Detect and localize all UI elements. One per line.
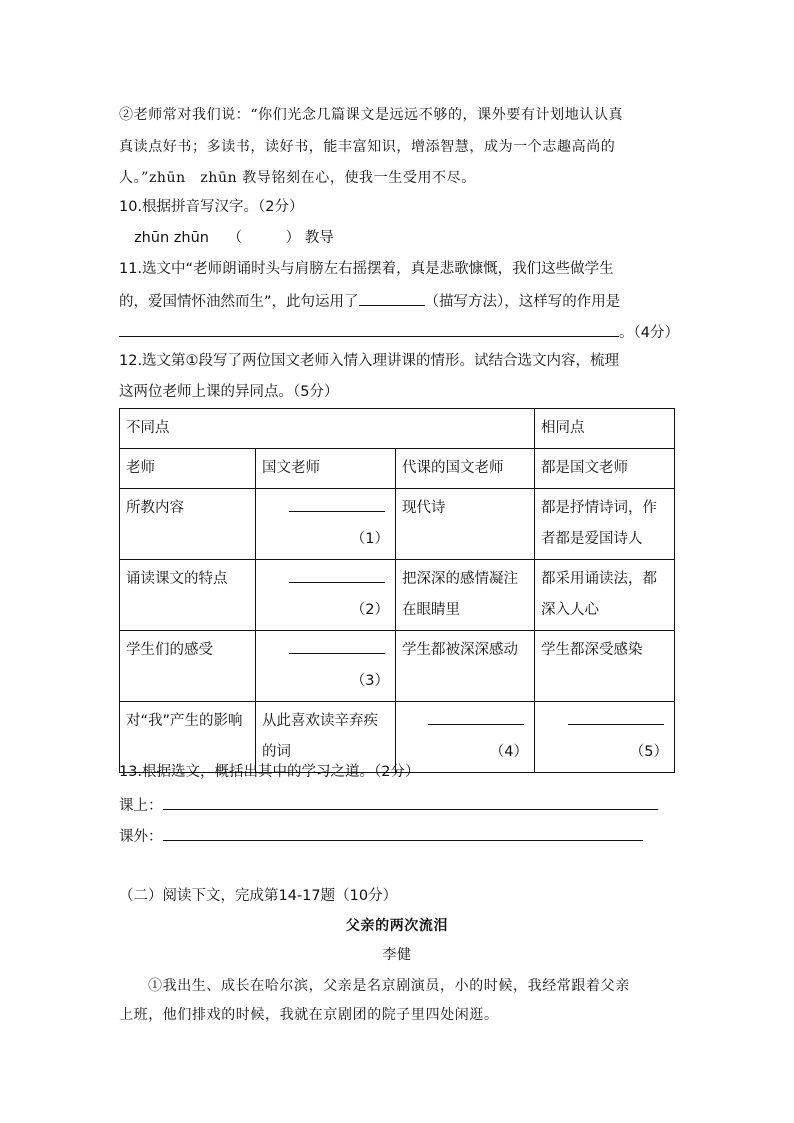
table-row	[120, 560, 675, 631]
table-cell: 老师	[120, 449, 256, 489]
table-cell: 学生都被深深感动	[396, 631, 535, 702]
article-title: 父亲的两次流泪	[345, 918, 449, 934]
question-13-in-class	[119, 794, 658, 816]
table-cell: 把深深的感情凝注在眼睛里	[396, 560, 535, 631]
question-11-line-3	[119, 321, 679, 343]
question-11-text-b: （描写方法），这样写的作用是	[424, 294, 621, 310]
table-cell: 学生们的感受	[120, 631, 256, 702]
table-cell: 对“我”产生的影响	[120, 702, 256, 773]
blank-number: （2）	[350, 602, 389, 618]
answer-blank[interactable]	[289, 497, 385, 512]
passage-line-2: 真读点好书；多读书，读好书，能丰富知识，增添智慧，成为一个志趣高尚的	[119, 139, 616, 155]
answer-blank-after-class[interactable]	[163, 825, 643, 841]
question-10-tail: 教导	[304, 230, 334, 246]
answer-blank[interactable]	[289, 639, 385, 654]
question-10-title: 10.根据拼音写汉字。（2分）	[119, 199, 304, 215]
section-2-heading: （二）阅读下文，完成第14-17题（10分）	[119, 888, 398, 904]
answer-cell-1[interactable]	[256, 489, 396, 560]
question-12-line-2: 这两位老师上课的异同点。（5分）	[119, 384, 339, 400]
answer-blank[interactable]	[289, 568, 385, 583]
answer-cell-2[interactable]	[256, 560, 396, 631]
answer-cell-3[interactable]	[256, 631, 396, 702]
article-para-1-line-1: ①我出生、成长在哈尔滨，父亲是名京剧演员，小的时候，我经常跟着父亲	[148, 978, 630, 994]
table-cell: 所教内容	[120, 489, 256, 560]
answer-cell-5[interactable]	[535, 702, 675, 773]
answer-blank[interactable]	[568, 710, 664, 725]
answer-blank-in-class[interactable]	[163, 794, 658, 810]
question-12-line-1: 12.选文第①段写了两位国文老师入情入理讲课的情形。试结合选文内容，梳理	[119, 353, 620, 369]
answer-blank-method[interactable]	[359, 290, 425, 306]
pinyin: zhūn zhūn	[134, 230, 209, 246]
table-cell: 都是国文老师	[535, 449, 675, 489]
blank-number: （5）	[629, 744, 669, 760]
passage-line-1: ②老师常对我们说：“你们光念几篇课文是远远不够的，课外要有计划地认认真	[119, 107, 624, 123]
blank-number: （3）	[350, 673, 389, 689]
table-cell: 代课的国文老师	[396, 449, 535, 489]
comparison-table	[119, 408, 675, 773]
table-cell: 国文老师	[256, 449, 396, 489]
question-11-line-2	[119, 290, 620, 312]
article-para-1-line-2: 上班，他们排戏的时候，我就在京剧团的院子里四处闲逛。	[119, 1007, 499, 1023]
answer-paren[interactable]: （ ）	[227, 230, 301, 246]
table-cell: 学生都深受感染	[535, 631, 675, 702]
table-cell: 现代诗	[396, 489, 535, 560]
table-cell: 从此喜欢读辛弃疾的词	[256, 702, 396, 773]
question-10-answer-line	[134, 228, 334, 248]
table-row	[120, 409, 675, 449]
table-cell: 都是抒情诗词，作者都是爱国诗人	[535, 489, 675, 560]
table-row	[120, 449, 675, 489]
table-row	[120, 631, 675, 702]
header-same: 相同点	[535, 409, 675, 449]
table-cell: 诵读课文的特点	[120, 560, 256, 631]
answer-blank[interactable]	[428, 710, 524, 725]
blank-number: （4）	[489, 744, 529, 760]
in-class-label: 课上：	[119, 798, 163, 814]
after-class-label: 课外：	[119, 829, 163, 845]
answer-blank-effect[interactable]	[119, 321, 619, 337]
header-diff: 不同点	[120, 409, 535, 449]
table-cell: 都采用诵读法，都深入人心	[535, 560, 675, 631]
question-11-line-1: 11.选文中“老师朗诵时头与肩膀左右摇摆着，真是悲歌慷慨，我们这些做学生	[119, 261, 614, 277]
question-11-text-a: 的，爱国情怀油然而生”，此句运用了	[119, 294, 359, 310]
question-13-after-class	[119, 825, 643, 847]
question-13-title: 13.根据选文，概括出其中的学习之道。（2分）	[119, 764, 420, 780]
blank-number: （1）	[350, 531, 389, 547]
table-row	[120, 489, 675, 560]
passage-line-3: 人。”zhūn zhūn 教导铭刻在心，使我一生受用不尽。	[119, 170, 476, 186]
article-author: 李健	[382, 947, 412, 963]
question-11-score: 。（4分）	[619, 325, 679, 341]
